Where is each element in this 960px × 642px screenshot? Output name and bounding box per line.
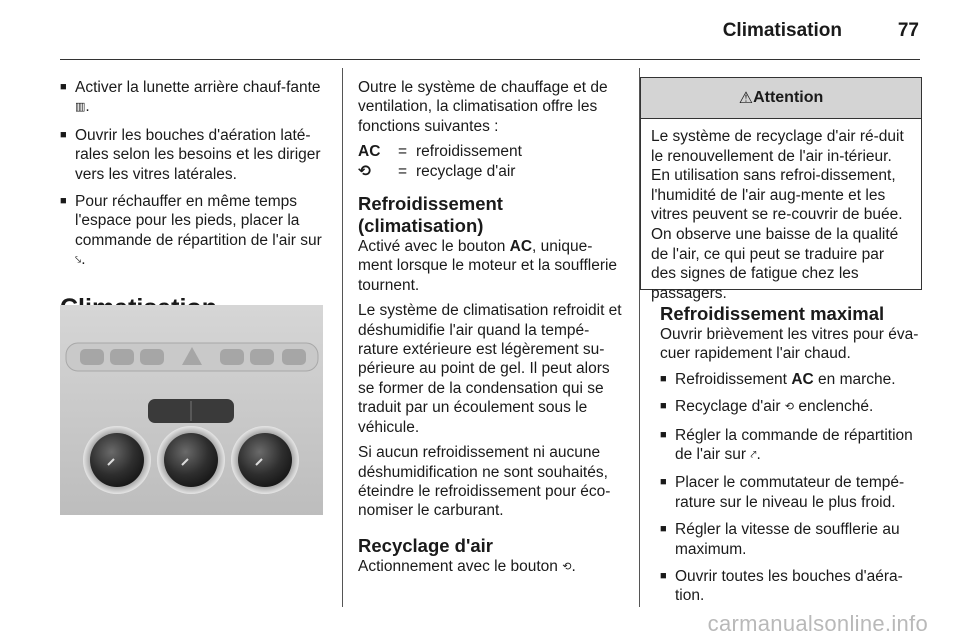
column-left — [60, 78, 328, 323]
column-right: Refroidissement maximal Ouvrir brièvement les vitres pour éva-cuer rapidement l'air chaud. ■ Refroidissement AC en marche. ■ Recyclage d'air ⟲ enclenché. ■ Régler la commande de répartition de l'air sur ⤤. ■ Placer le commutateur de tempé-rature sur le niveau le plus froid. ■ Régler la vitesse de soufflerie au maximum. ■ Ouvrir toutes les bouches d'aéra-tion. — [660, 303, 922, 614]
list-item: AC = refroidissement — [358, 143, 522, 161]
section-heading: Refroidissement maximal — [660, 303, 885, 324]
list-item: ■ Refroidissement AC en marche. — [660, 370, 922, 389]
column-middle: Outre le système de chauffage et de ventilation, la climatisation offre les fonctions suivantes : AC = refroidissement ⟲ = recyclage d'air Refroidissement (climatisation) Activé avec le bouton AC, unique-ment lorsque le moteur et la soufflerie tournent. Le système de climatisation refroidit et déshumidifie l'air quand la tempé-rature extérieure est légèrement su-périeure au point de gel. Il peut alors se former de la condensation qui se traduit par un écoulement sous le véhicule. Si aucun refroidissement ni aucune déshumidification ne sont souhaités, éteindre le refroidissement pour éco-nomiser le carburant. Recyclage d'air Actionnement avec le bouton ⟲. — [358, 78, 626, 583]
function-list — [358, 142, 626, 181]
warning-icon: ⚠ — [738, 90, 754, 107]
column-divider — [342, 68, 343, 607]
header-rule — [60, 59, 920, 60]
recirculation-icon: ⟲ — [358, 162, 371, 180]
air-distribution-feet-windscreen-icon: ⤥ — [75, 254, 82, 267]
list-item: ■ Pour réchauffer en même temps l'espace pour les pieds, placer la commande de répartition de l'air sur ⤥. — [60, 192, 328, 271]
air-distribution-upper-icon: ⤤ — [750, 449, 757, 462]
section-heading: Refroidissement (climatisation) — [358, 193, 503, 237]
list-item: ■ Ouvrir les bouches d'aération laté-rales selon les besoins et les diriger vers les vitres latérales. — [60, 126, 328, 184]
list-item: ■ Recyclage d'air ⟲ enclenché. — [660, 397, 922, 417]
recirculation-icon: ⟲ — [784, 401, 795, 414]
list-item: ■ Régler la vitesse de soufflerie au maximum. — [660, 520, 922, 559]
list-item: ■ Régler la commande de répartition de l'air sur ⤤. — [660, 426, 922, 466]
recirculation-icon: ⟲ — [562, 560, 572, 573]
page-title: Climatisation — [722, 20, 842, 41]
warning-box: ⚠ Attention Le système de recyclage d'air ré-duit le renouvellement de l'air in-térieur. En utilisation sans refroi-dissement, l'humidité de l'air aug-mente et les vitres peuvent se re-couvrir de buée. On observe une baisse de la qualité de l'air, ce qui peut se traduire par des signes de fatigue chez les passagers. — [640, 77, 922, 290]
list-item: ⟲ = recyclage d'air — [358, 162, 516, 180]
rear-window-heat-icon: ▥ — [75, 101, 86, 114]
page-number: 77 — [897, 20, 919, 41]
page-header — [0, 0, 960, 60]
warning-header: ⚠ Attention — [641, 78, 921, 119]
list-item: ■ Placer le commutateur de tempé-rature sur le niveau le plus froid. — [660, 473, 922, 512]
list-item: ■ Ouvrir toutes les bouches d'aéra-tion. — [660, 567, 922, 606]
section-heading: Recyclage d'air — [358, 534, 494, 556]
watermark: carmanualsonline.info — [707, 611, 928, 636]
list-item: ■ Activer la lunette arrière chauf-fante ▥. — [60, 78, 328, 118]
climate-control-photo — [60, 305, 323, 515]
